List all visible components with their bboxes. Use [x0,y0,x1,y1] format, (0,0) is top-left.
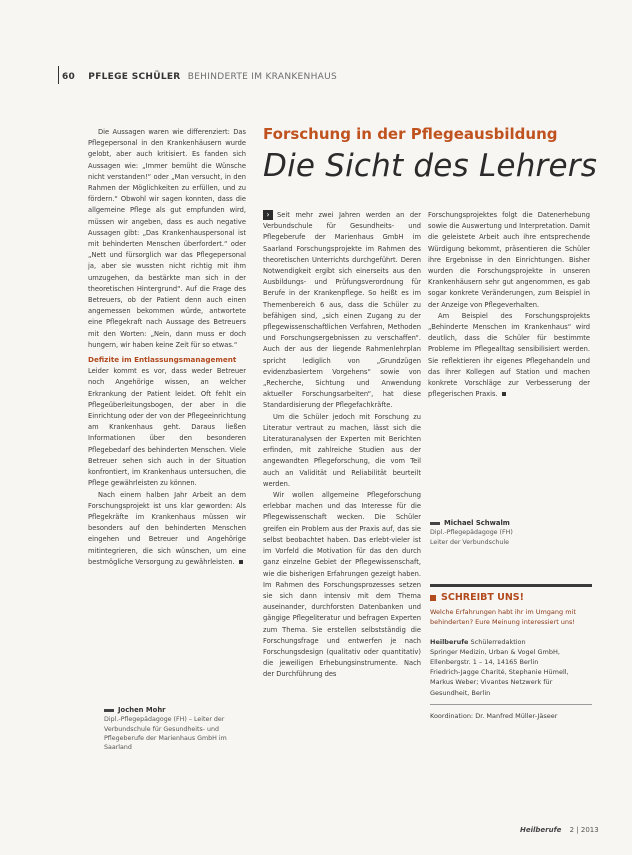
footer-brand: Heilberufe [520,826,562,834]
col3-paragraph-last: Am Beispiel des Forschungsprojekts „Behinderte Menschen im Krankenhaus“ wird deutlich, dass die Schüler für bestimmte Probleme im Pflegealltag sensibilisiert werden. Sie reflektieren ihr eigenes Pflegehandeln und das ihrer Kollegen auf Station und machen konkrete Vorschläge zur Verbesserung der pflegerischen Praxis. [428,311,590,399]
column-2 [263,210,421,681]
arrow-right-icon: › [263,210,273,220]
col3-paragraph: Forschungsprojektes folgt die Datenerhebung sowie die Auswertung und Interpretation. Damit die geleistete Arbeit auch ihre entsprechende Würdigung bekommt, präsentieren die Schüler ihre Ergebnisse in den Einrichtungen. Bisher wurden die Forschungsprojekte in unseren Krankenhäusern sehr gut angenommen, es gab sogar konkrete Veränderungen, zum Beispiel in der Anzeige von Pflegeverhalten. [428,211,590,309]
author-role: Leiter der Verbundschule [430,538,510,546]
square-bullet-icon [430,595,436,601]
box-top-rule [430,584,592,587]
col1-paragraph-last: Nach einem halben Jahr Arbeit an dem Forschungsprojekt ist uns klar geworden: Als Pflegekräfte im Krankenhaus müssen wir besonders auf den behinderten Menschen eingehen und Betreuer und Angehörige mitintegrieren, die sich wünschen, um eine bestmögliche Versorgung zu gewährleisten. [88,490,246,566]
box-intro: Welche Erfahrungen habt ihr im Umgang mit behinderten? Eure Meinung interessiert uns! [430,608,576,627]
author-bar-icon [104,709,114,712]
author-role: Dipl.-Pflegepädagoge (FH) [430,529,513,537]
box-contacts: Friedrich-Jagge Charité, Stephanie Hümell, Markus Weber; Vivantes Netzwerk für Gesundheit, Berlin [430,668,569,697]
author-bar-icon [430,522,440,525]
box-title: SCHREIBT UNS! [430,593,592,603]
col2-paragraph: Um die Schüler jedoch mit Forschung zu Literatur vertraut zu machen, lässt sich die Literaturanalysen der Experten mit Berichten erfinden, mit zahlreiche Studien aus der angewandten Pflegeforschung, die vom Teil auch an Validität und Reliabilität beurteilt werden. [263,412,421,488]
box-divider [430,704,592,705]
page-footer [520,826,599,834]
column-1 [88,127,246,568]
col1-subhead: Defizite im Entlassungsmanagement [88,355,237,365]
box-recipient: Heilberufe Schülerredaktion [430,637,526,646]
end-mark-icon [502,392,506,396]
section-label: PFLEGE SCHÜLER [88,72,181,82]
box-address: Springer Medizin, Urban & Vogel GmbH, Ellenbergstr. 1 – 14, 14165 Berlin [430,647,560,667]
subsection-label: BEHINDERTE IM KRANKENHAUS [187,72,337,82]
col1-paragraph: Die Aussagen waren wie differenziert: Das Pflegepersonal in den Krankenhäusern wurde gelobt, aber auch kritisiert. Es fanden sich Aussagen wie: „Immer bemüht die Wünsche nicht verstanden!“ oder „Man versucht, in den Rahmen der Möglichkeiten zu erfüllen, und zu fördern.“ Obwohl wir sagen konnten, dass die allgemeine Pflege als gut empfunden wird, müssen wir angeben, dass es auch negative Aussagen gibt: „Das Krankenhauspersonal ist mit behinderten Menschen überfordert.“ oder „Nett und fürsorglich war das Pflegepersonal ja, aber sie wussten nicht richtig mit ihm umzugehen, da bestärkte man sich in der theoretischen Hintergrund“. Auf die Frage des Betreuers, ob der Patient denn auch einen angemessen bekommen würde, antwortete eine Pflegekraft nach Aussage des Betreuers mit den Worten: „Nein, dann muss er doch hungern, wir haben keine Zeit für so etwas.“ [88,128,246,349]
article-kicker: Forschung in der Pflegeausbildung [263,125,558,143]
author-role: Dipl.-Pflegepädagoge (FH) – Leiter der Verbundschule für Gesundheits- und Pflegeberufe der Marienhaus GmbH im Saarland [104,716,227,752]
article-headline: Die Sicht des Lehrers [263,148,598,184]
end-mark-icon [239,560,243,564]
author-credit-1 [104,706,252,752]
col2-paragraph: Wir wollen allgemeine Pflegeforschung erlebbar machen und das Interesse für die Pflegewissenschaft wecken. Die Schüler greifen ein Problem aus der Praxis auf, das sie selbst beobachtet haben. Das erlebt-vieler ist im Vorfeld die Motivation für das den durch ganz einzelne Gebiet der Pflegewissenschaft, wie die bisherigen Erfahrungen gezeigt haben. Im Rahmen des Forschungsprozesses setzen sie sich dann intensiv mit dem Thema auseinander, durchforsten Datenbanken und gängige Pflegeliteratur und befragen Experten zum Thema. Sie erstellen selbstständig die Forschungsfrage und entwerfen je nach Forschungsdesign (qualitativ oder quantitativ) die jeweiligen Erhebungsinstrumente. Nach der Durchführung des [263,491,421,679]
header-rule [58,66,59,84]
contact-box [430,584,592,721]
author-credit-2 [430,519,590,547]
author-name: Jochen Mohr [118,706,166,714]
box-coordination: Koordination: Dr. Manfred Müller-Jäseer [430,711,558,720]
col2-paragraph-first: › Seit mehr zwei Jahren werden an der Verbundschule für Gesundheits- und Pflegeberufe der Marienhaus GmbH im Saarland Forschungsprojekte im Rahmen des theoretischen Unterrichts durchgeführt. Deren Notwendigkeit ergibt sich einerseits aus den Ausbildungs- und Prüfungsverordnung für Berufe in der Krankenpflege. So heißt es im Themenbereich 6 aus, dass die Schüler zu befähigen sind, „sich einen Zugang zu der pflegewissenschaftlichen Verfahren, Methoden und Forschungsergebnissen zu verschaffen“. Auch der aus der liegende Rahmenlehrplan spricht lediglich von „Grundzügen evidenzbasiertem Vorgehens“ sowie von „Recherche, Sichtung und Anwendung aktueller Forschungsarbeiten“, hat diese Standardisierung der Pflegefachkräfte. [263,210,421,410]
author-name: Michael Schwalm [444,519,510,527]
footer-issue: 2 | 2013 [569,826,599,834]
page-number: 60 [62,72,76,82]
col1-paragraph: Leider kommt es vor, dass weder Betreuer noch Angehörige wissen, an welcher Erkrankung der Patient leidet. Oft fehlt ein Pflegeüberleitungsbogen, der aber in die Einrichtung oder der von der Pflegeeinrichtung am Krankenhaus geht. Daraus ließen Informationen über den besonderen Pflegebedarf des behinderten Menschen. Viele Betreuer sehen sich auch in der Situation konfrontiert, im Krankenhaus untersuchen, die Pflege gewährleisten zu können. [88,367,246,488]
column-3 [428,210,590,400]
running-header [62,72,337,82]
